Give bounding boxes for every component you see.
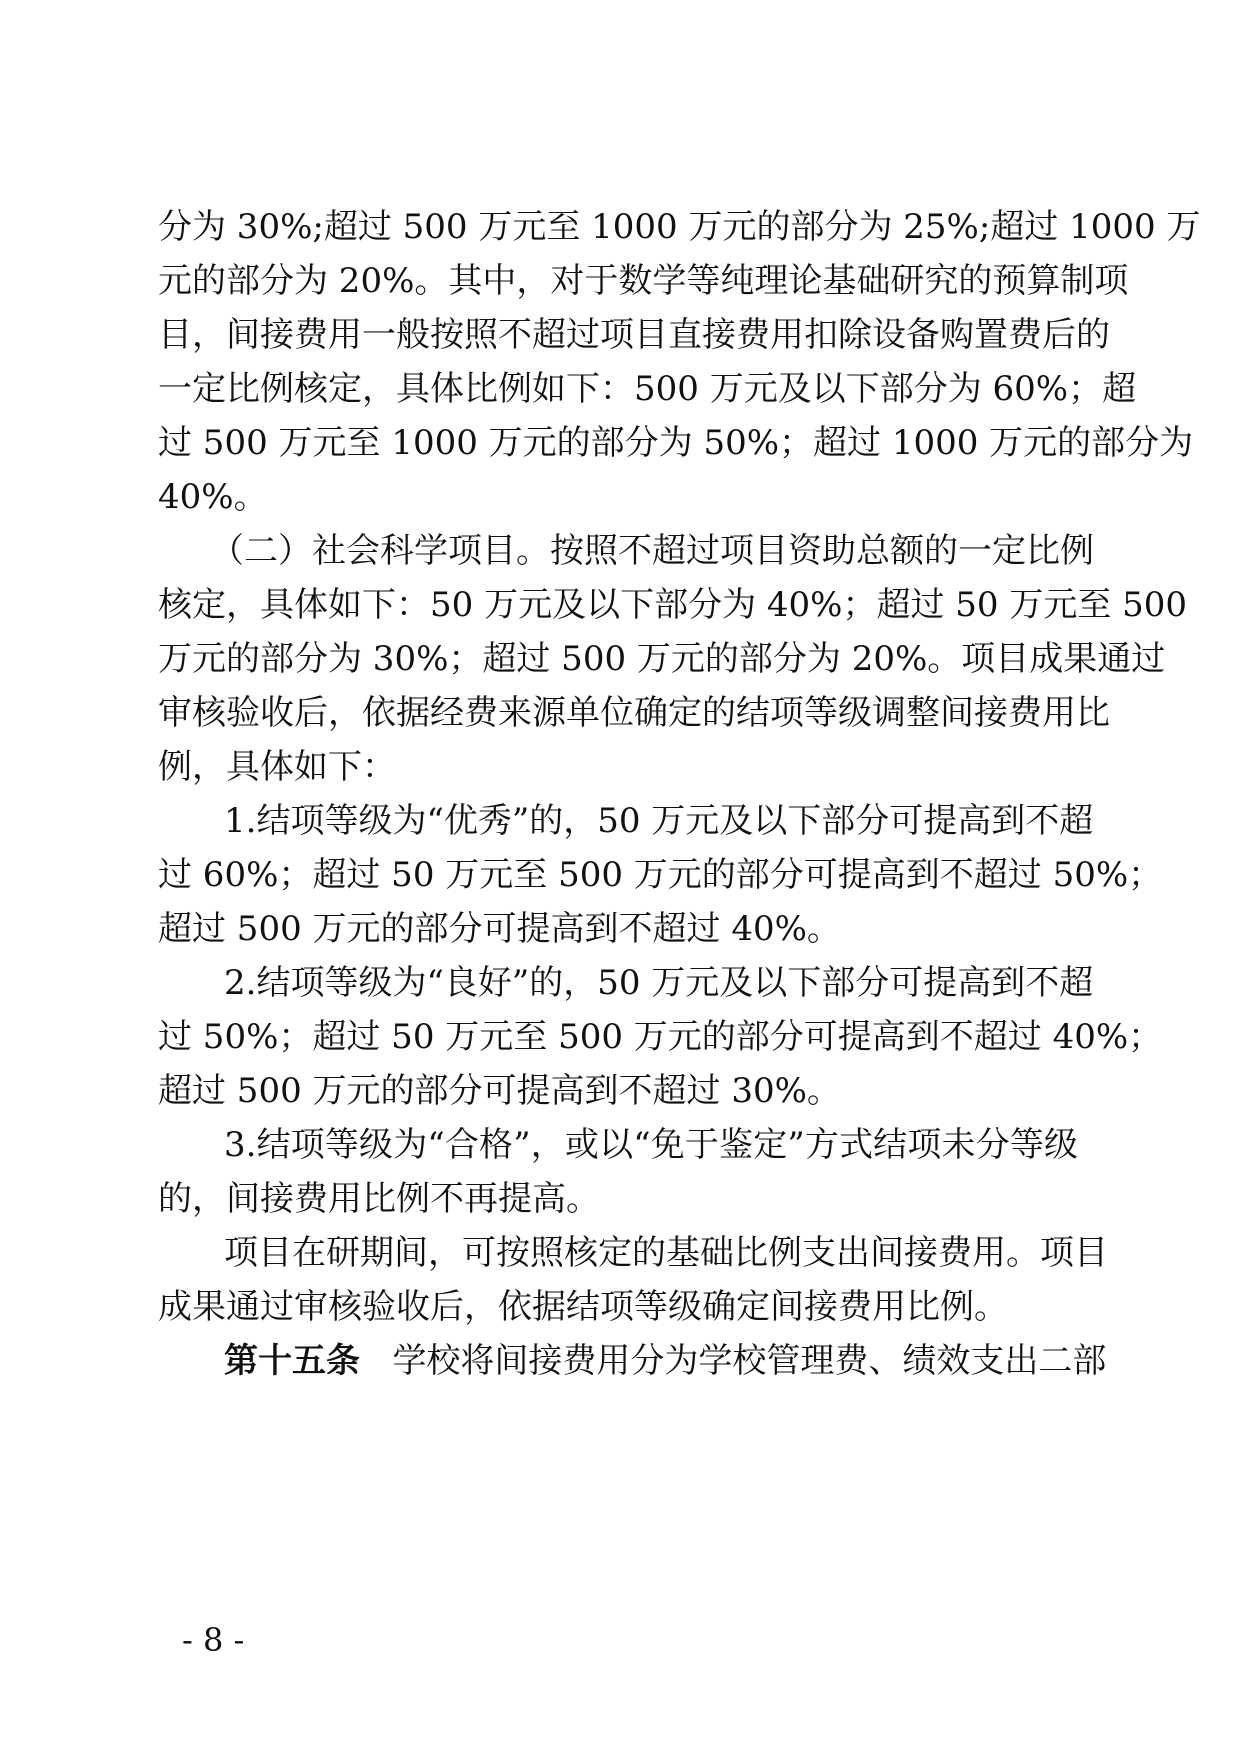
text-line: 超过 500 万元的部分可提高到不超过 40%。 — [158, 909, 841, 949]
article-label: 第十五条 — [224, 1341, 360, 1381]
text-line: 成果通过审核验收后，依据结项等级确定间接费用比例。 — [158, 1287, 1008, 1327]
text-line: 审核验收后，依据经费来源单位确定的结项等级调整间接费用比 — [158, 693, 1110, 733]
text-line: 例，具体如下： — [158, 747, 396, 787]
text-line: 超过 500 万元的部分可提高到不超过 30%。 — [158, 1071, 841, 1111]
text-line: 1.结项等级为“优秀”的，50 万元及以下部分可提高到不超 — [224, 801, 1094, 841]
text-line: 万元的部分为 30%；超过 500 万元的部分为 20%。项目成果通过 — [158, 639, 1166, 679]
text-line: 2.结项等级为“良好”的，50 万元及以下部分可提高到不超 — [224, 963, 1094, 1003]
article-line — [224, 1341, 1107, 1381]
text-line: 40%。 — [158, 477, 268, 517]
text-line: 过 50%；超过 50 万元至 500 万元的部分可提高到不超过 40%； — [158, 1017, 1163, 1057]
text-line: 元的部分为 20%。其中，对于数学等纯理论基础研究的预算制项 — [158, 261, 1129, 301]
text-line: 项目在研期间，可按照核定的基础比例支出间接费用。项目 — [224, 1233, 1108, 1273]
text-line: 核定，具体如下：50 万元及以下部分为 40%；超过 50 万元至 500 — [158, 585, 1188, 625]
text-line: （二）社会科学项目。按照不超过项目资助总额的一定比例 — [210, 531, 1094, 571]
article-gap — [360, 1341, 392, 1381]
text-line: 3.结项等级为“合格”，或以“免于鉴定”方式结项未分等级 — [224, 1125, 1078, 1165]
page-number: - 8 - — [182, 1621, 245, 1659]
text-line: 的，间接费用比例不再提高。 — [158, 1179, 600, 1219]
text-line: 过 60%；超过 50 万元至 500 万元的部分可提高到不超过 50%； — [158, 855, 1163, 895]
text-line: 目，间接费用一般按照不超过项目直接费用扣除设备购置费后的 — [158, 315, 1110, 355]
text-line: 分为 30%;超过 500 万元至 1000 万元的部分为 25%;超过 1000 万 — [158, 207, 1201, 247]
article-text: 学校将间接费用分为学校管理费、绩效支出二部 — [392, 1341, 1107, 1381]
text-line: 一定比例核定，具体比例如下：500 万元及以下部分为 60%；超 — [158, 369, 1137, 409]
text-line: 过 500 万元至 1000 万元的部分为 50%；超过 1000 万元的部分为 — [158, 423, 1194, 463]
